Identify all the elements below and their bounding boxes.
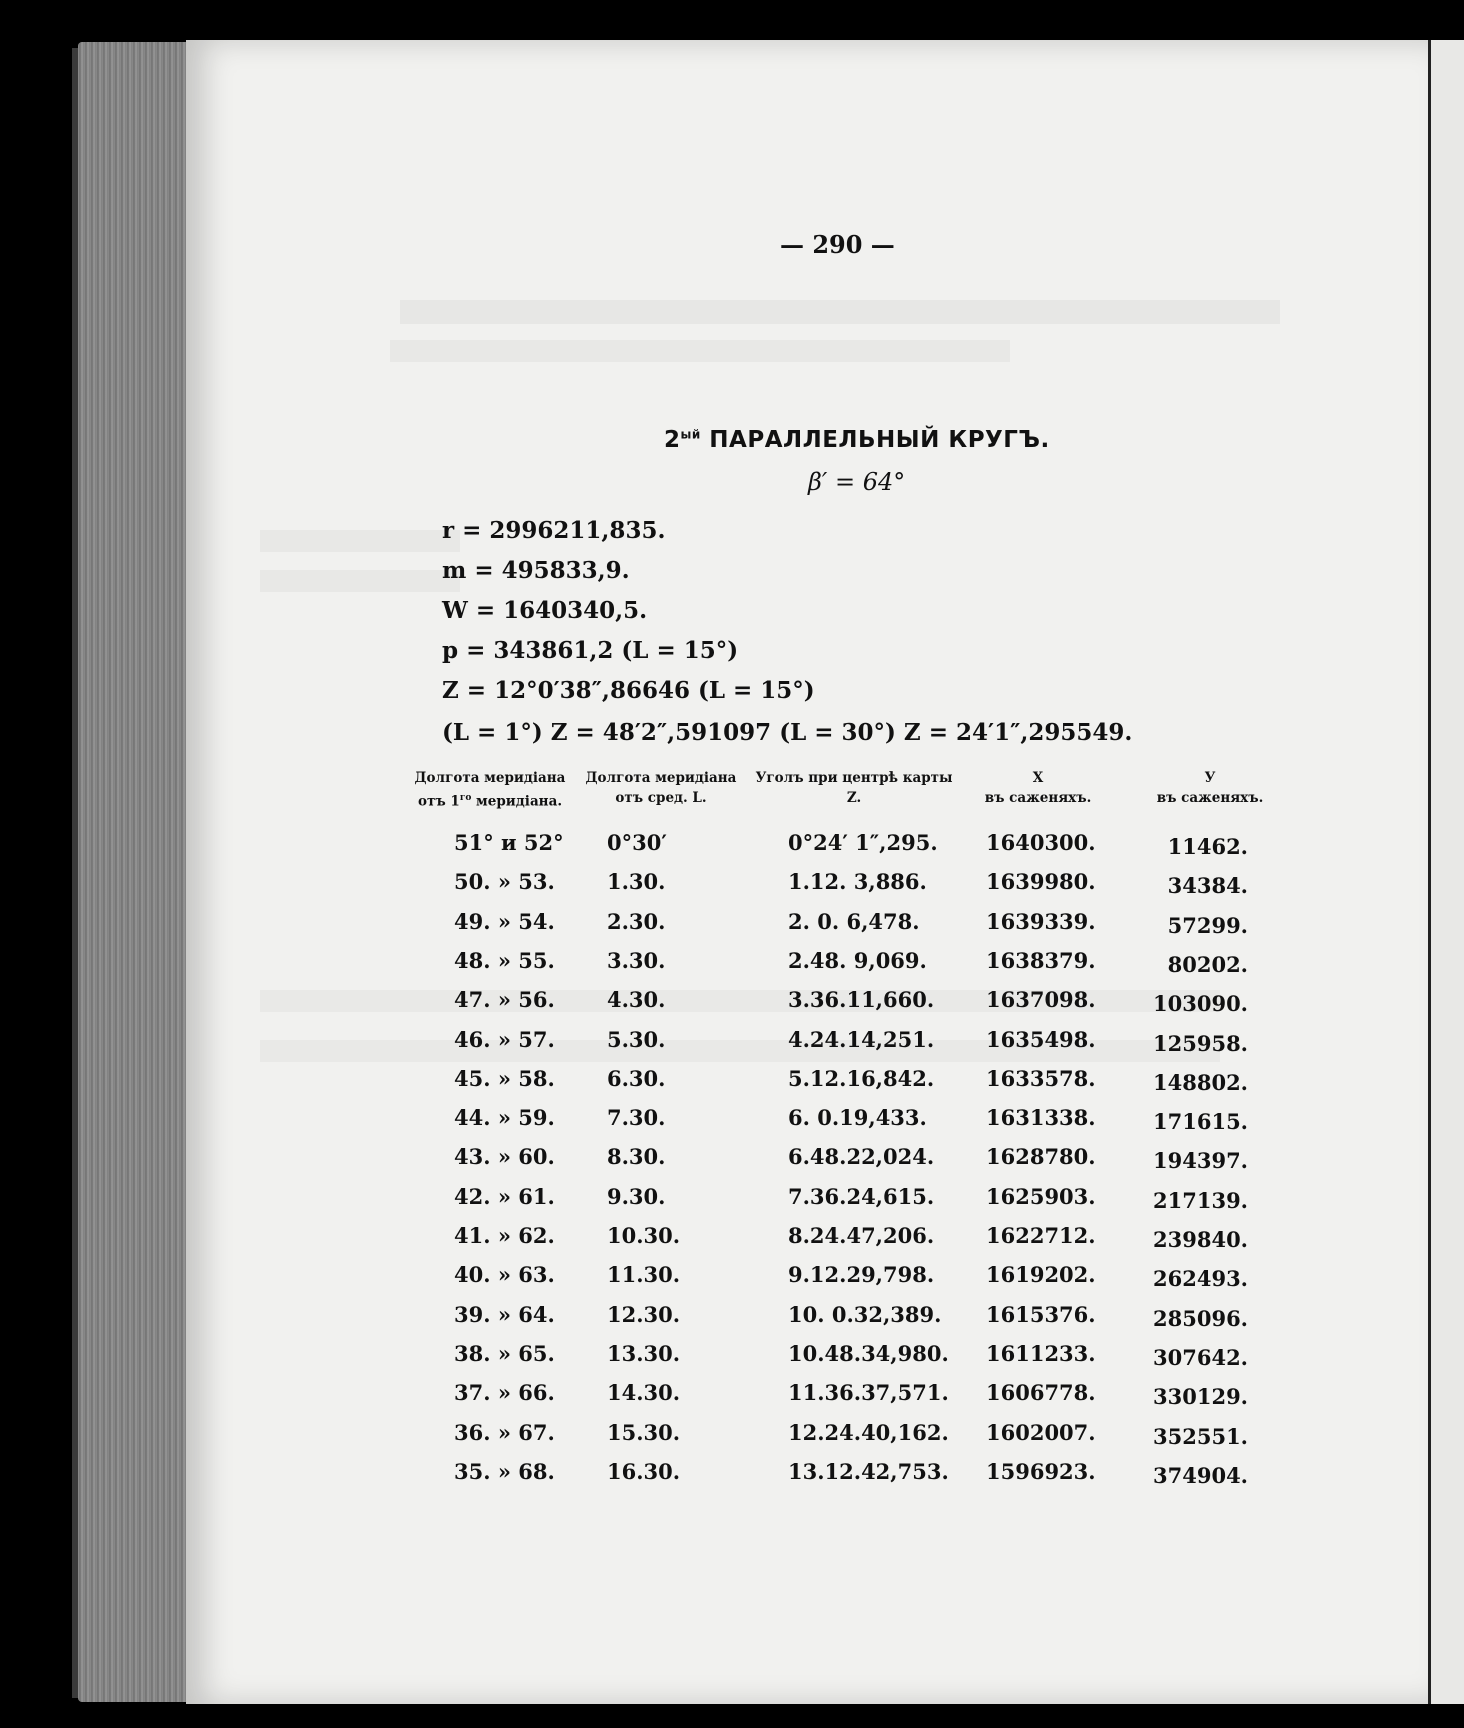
table-cell-r17-c2: 16.30. <box>607 1459 681 1484</box>
table-cell-r8-c1: 44. » 59. <box>454 1105 555 1130</box>
table-cell-r11-c3: 8.24.47,206. <box>788 1223 935 1248</box>
table-cell-r16-c5: 352551. <box>1153 1424 1248 1449</box>
table-cell-r1-c4: 1640300. <box>986 830 1096 855</box>
param-p: p = 343861,2 (L = 15°) <box>442 637 739 664</box>
param-w: W = 1640340,5. <box>442 597 648 624</box>
table-cell-r17-c4: 1596923. <box>986 1459 1096 1484</box>
header-col-1 <box>410 768 570 812</box>
title-suffix: ый <box>680 427 701 442</box>
bleed-through-3 <box>260 530 460 552</box>
header-col-2-line1: Долгота меридiана <box>585 770 737 786</box>
table-cell-r15-c1: 37. » 66. <box>454 1380 555 1405</box>
table-cell-r4-c5: 80202. <box>1167 952 1248 977</box>
table-cell-r12-c5: 262493. <box>1153 1266 1248 1291</box>
table-cell-r10-c3: 7.36.24,615. <box>788 1184 935 1209</box>
page-number: — 290 — <box>780 230 895 259</box>
table-cell-r9-c2: 8.30. <box>607 1144 666 1169</box>
book-page-edges <box>78 42 188 1702</box>
param-r: r = 2996211,835. <box>442 517 666 544</box>
bleed-through-1 <box>400 300 1280 324</box>
table-cell-r6-c5: 125958. <box>1153 1031 1248 1056</box>
table-cell-r15-c3: 11.36.37,571. <box>788 1380 949 1405</box>
table-cell-r4-c2: 3.30. <box>607 948 666 973</box>
table-cell-r10-c1: 42. » 61. <box>454 1184 555 1209</box>
table-cell-r13-c4: 1615376. <box>986 1302 1096 1327</box>
table-cell-r11-c5: 239840. <box>1153 1227 1248 1252</box>
param-m: m = 495833,9. <box>442 557 630 584</box>
header-col-5-line1: У <box>1204 770 1216 786</box>
bleed-through-2 <box>390 340 1010 362</box>
table-cell-r12-c4: 1619202. <box>986 1262 1096 1287</box>
table-cell-r8-c5: 171615. <box>1153 1109 1248 1134</box>
table-cell-r6-c4: 1635498. <box>986 1027 1096 1052</box>
header-col-4 <box>968 768 1108 808</box>
header-col-3 <box>754 768 954 808</box>
table-cell-r5-c1: 47. » 56. <box>454 987 555 1012</box>
table-cell-r9-c5: 194397. <box>1153 1148 1248 1173</box>
table-cell-r7-c4: 1633578. <box>986 1066 1096 1091</box>
table-cell-r11-c4: 1622712. <box>986 1223 1096 1248</box>
table-cell-r3-c5: 57299. <box>1167 913 1248 938</box>
header-col-3-line1: Уголъ при центрѣ карты <box>755 770 953 786</box>
header-col-2 <box>583 768 739 808</box>
table-cell-r14-c1: 38. » 65. <box>454 1341 555 1366</box>
table-cell-r4-c4: 1638379. <box>986 948 1096 973</box>
param-z: Z = 12°0′38″,86646 (L = 15°) <box>442 677 815 704</box>
table-cell-r12-c3: 9.12.29,798. <box>788 1262 935 1287</box>
header-col-5 <box>1140 768 1280 808</box>
table-cell-r10-c5: 217139. <box>1153 1188 1248 1213</box>
table-cell-r5-c4: 1637098. <box>986 987 1096 1012</box>
table-cell-r16-c4: 1602007. <box>986 1420 1096 1445</box>
section-title <box>664 427 1050 453</box>
table-cell-r8-c2: 7.30. <box>607 1105 666 1130</box>
header-col-1-line2: отъ $1^{го}$ меридiана. <box>417 793 563 810</box>
table-cell-r7-c1: 45. » 58. <box>454 1066 555 1091</box>
table-cell-r7-c5: 148802. <box>1153 1070 1248 1095</box>
table-cell-r13-c1: 39. » 64. <box>454 1302 555 1327</box>
table-cell-r3-c1: 49. » 54. <box>454 909 555 934</box>
title-number: 2 <box>664 427 681 453</box>
table-cell-r10-c2: 9.30. <box>607 1184 666 1209</box>
header-col-4-line2: въ саженяхъ. <box>984 790 1092 806</box>
table-cell-r4-c3: 2.48. 9,069. <box>788 948 927 973</box>
table-cell-r14-c5: 307642. <box>1153 1345 1248 1370</box>
table-cell-r16-c2: 15.30. <box>607 1420 681 1445</box>
table-cell-r13-c2: 12.30. <box>607 1302 681 1327</box>
table-cell-r17-c5: 374904. <box>1153 1463 1248 1488</box>
table-cell-r10-c4: 1625903. <box>986 1184 1096 1209</box>
table-cell-r4-c1: 48. » 55. <box>454 948 555 973</box>
table-cell-r5-c3: 3.36.11,660. <box>788 987 935 1012</box>
table-cell-r9-c4: 1628780. <box>986 1144 1096 1169</box>
table-cell-r7-c2: 6.30. <box>607 1066 666 1091</box>
table-cell-r5-c2: 4.30. <box>607 987 666 1012</box>
table-cell-r8-c4: 1631338. <box>986 1105 1096 1130</box>
beta-value: β′ = 64° <box>808 468 906 496</box>
header-col-1-line1: Долгота меридiана <box>414 770 566 786</box>
table-cell-r16-c1: 36. » 67. <box>454 1420 555 1445</box>
header-col-4-line1: X <box>1032 770 1044 786</box>
table-cell-r14-c3: 10.48.34,980. <box>788 1341 949 1366</box>
header-col-2-line2: отъ сред. L. <box>615 790 707 806</box>
table-cell-r6-c1: 46. » 57. <box>454 1027 555 1052</box>
table-cell-r2-c5: 34384. <box>1167 873 1248 898</box>
table-cell-r17-c3: 13.12.42,753. <box>788 1459 949 1484</box>
table-cell-r5-c5: 103090. <box>1153 991 1248 1016</box>
header-col-3-line2: Z. <box>846 790 862 806</box>
table-cell-r3-c2: 2.30. <box>607 909 666 934</box>
param-z-variants: (L = 1°) Z = 48′2″,591097 (L = 30°) Z = 24′1″,295549. <box>442 719 1133 746</box>
table-cell-r2-c2: 1.30. <box>607 869 666 894</box>
table-cell-r16-c3: 12.24.40,162. <box>788 1420 949 1445</box>
table-cell-r3-c4: 1639339. <box>986 909 1096 934</box>
table-cell-r12-c2: 11.30. <box>607 1262 681 1287</box>
next-page-edge <box>1430 40 1464 1704</box>
table-cell-r1-c1: 51° и 52° <box>454 830 564 855</box>
table-cell-r9-c1: 43. » 60. <box>454 1144 555 1169</box>
table-cell-r1-c2: 0°30′ <box>607 830 667 855</box>
title-text: ПАРАЛЛЕЛЬНЫЙ КРУГЪ. <box>709 427 1050 453</box>
table-cell-r9-c3: 6.48.22,024. <box>788 1144 935 1169</box>
table-cell-r15-c5: 330129. <box>1153 1384 1248 1409</box>
table-cell-r14-c2: 13.30. <box>607 1341 681 1366</box>
table-cell-r3-c3: 2. 0. 6,478. <box>788 909 920 934</box>
table-cell-r17-c1: 35. » 68. <box>454 1459 555 1484</box>
table-cell-r15-c2: 14.30. <box>607 1380 681 1405</box>
table-cell-r14-c4: 1611233. <box>986 1341 1096 1366</box>
table-cell-r1-c5: 11462. <box>1167 834 1248 859</box>
table-cell-r13-c5: 285096. <box>1153 1306 1248 1331</box>
table-cell-r11-c2: 10.30. <box>607 1223 681 1248</box>
table-cell-r6-c3: 4.24.14,251. <box>788 1027 935 1052</box>
page-gutter-line <box>1428 40 1431 1704</box>
table-cell-r15-c4: 1606778. <box>986 1380 1096 1405</box>
table-cell-r8-c3: 6. 0.19,433. <box>788 1105 927 1130</box>
table-cell-r2-c1: 50. » 53. <box>454 869 555 894</box>
table-cell-r2-c3: 1.12. 3,886. <box>788 869 927 894</box>
header-col-5-line2: въ саженяхъ. <box>1156 790 1264 806</box>
table-cell-r2-c4: 1639980. <box>986 869 1096 894</box>
table-cell-r6-c2: 5.30. <box>607 1027 666 1052</box>
table-cell-r7-c3: 5.12.16,842. <box>788 1066 935 1091</box>
table-cell-r12-c1: 40. » 63. <box>454 1262 555 1287</box>
bleed-through-4 <box>260 570 460 592</box>
table-cell-r1-c3: 0°24′ 1″,295. <box>788 830 938 855</box>
table-cell-r11-c1: 41. » 62. <box>454 1223 555 1248</box>
table-cell-r13-c3: 10. 0.32,389. <box>788 1302 942 1327</box>
